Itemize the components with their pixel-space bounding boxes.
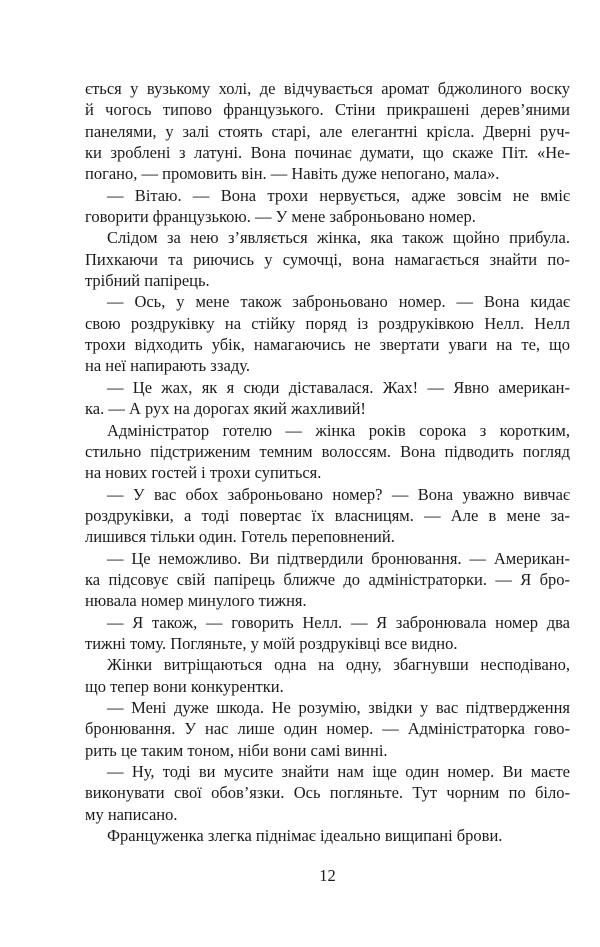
- paragraph: [85, 761, 570, 825]
- text-line: що тепер вони конкурентки.: [85, 676, 284, 696]
- text-line: погано, — промовить він. — Навіть дуже непогано, мала».: [85, 164, 500, 184]
- text-line: — Мені дуже шкода. Не розумію, звідки у вас підтвердження: [107, 697, 570, 717]
- text-line: лишився тільки один. Готель переповнений.: [85, 527, 395, 547]
- paragraph: [85, 654, 570, 697]
- paragraph: [85, 612, 570, 655]
- text-line: панелями, у залі стоять старі, але елегантні крісла. Дверні руч-: [85, 121, 570, 141]
- paragraph: [85, 377, 570, 420]
- paragraph: [85, 420, 570, 484]
- text-line: свою роздруківку на стійку поряд із роздруківкою Нелл. Нелл: [85, 313, 570, 333]
- text-line: — Це жах, як я сюди діставалася. Жах! — Явно американ-: [107, 377, 570, 397]
- text-line: Француженка злегка піднімає ідеально вищипані брови.: [107, 826, 503, 846]
- paragraph: [85, 825, 570, 846]
- text-line: — Вітаю. — Вона трохи нервується, адже зовсім не вміє: [107, 185, 570, 205]
- text-line: на неї напирають ззаду.: [85, 356, 250, 376]
- text-line: на нових гостей і трохи супиться.: [85, 463, 322, 483]
- text-line: говорити французькою. — У мене заброньовано номер.: [85, 207, 476, 227]
- text-line: роздруківки, а тоді повертає їх власницям. — Але в мене за-: [85, 505, 570, 525]
- text-line: трібний папірець.: [85, 271, 210, 291]
- text-line: Жінки витріщаються одна на одну, збагнувши несподівано,: [107, 655, 570, 675]
- text-line: ється у вузькому холі, де відчувається аромат бджолиного воску: [85, 79, 570, 98]
- paragraph: [85, 291, 570, 376]
- page-number: 12: [319, 866, 336, 886]
- paragraph: [85, 697, 570, 761]
- text-line: — Я також, — говорить Нелл. — Я забронювала номер два: [107, 612, 570, 632]
- paragraph: [85, 78, 570, 185]
- text-line: ка. — А рух на дорогах який жахливий!: [85, 399, 366, 419]
- text-line: Слідом за нею з’являється жінка, яка також щойно прибула.: [107, 228, 570, 248]
- text-line: рить це таким тоном, ніби вони самі винні.: [85, 740, 388, 760]
- text-line: стильно підстриженим темним волоссям. Вона підводить погляд: [85, 441, 570, 461]
- text-line: трохи відходить убік, намагаючись не звертати уваги на те, що: [85, 335, 570, 355]
- text-line: — Ось, у мене також заброньовано номер. — Вона кидає: [107, 292, 570, 312]
- paragraph: [85, 227, 570, 291]
- text-line: ки зроблені з латуні. Вона починає думати, що скаже Піт. «Не-: [85, 143, 570, 163]
- paragraph: [85, 548, 570, 612]
- page-text: [85, 78, 570, 846]
- text-line: — Це неможливо. Ви підтвердили бронювання. — Американ-: [107, 548, 570, 568]
- text-line: тижні тому. Погляньте, у моїй роздруківці все видно.: [85, 633, 458, 653]
- paragraph: [85, 484, 570, 548]
- paragraph: [85, 185, 570, 228]
- text-line: Пихкаючи та риючись у сумочці, вона намагається знайти по-: [85, 249, 570, 269]
- text-line: му написано.: [85, 804, 178, 824]
- text-line: бронювання. У нас лише один номер. — Адміністраторка гово-: [85, 719, 570, 739]
- text-line: ка підсовує свій папірець ближче до адміністраторки. — Я бро-: [85, 569, 570, 589]
- text-line: й чогось типово французького. Стіни прикрашені дерев’яними: [85, 100, 570, 120]
- text-line: — У вас обох заброньовано номер? — Вона уважно вивчає: [107, 484, 570, 504]
- text-line: нювала номер минулого тижня.: [85, 591, 307, 611]
- text-line: виконувати свої обов’язки. Ось погляньте. Тут чорним по біло-: [85, 783, 570, 803]
- text-line: Адміністратор готелю — жінка років сорока з коротким,: [107, 420, 570, 440]
- text-line: — Ну, тоді ви мусите знайти нам іще один номер. Ви маєте: [107, 762, 570, 781]
